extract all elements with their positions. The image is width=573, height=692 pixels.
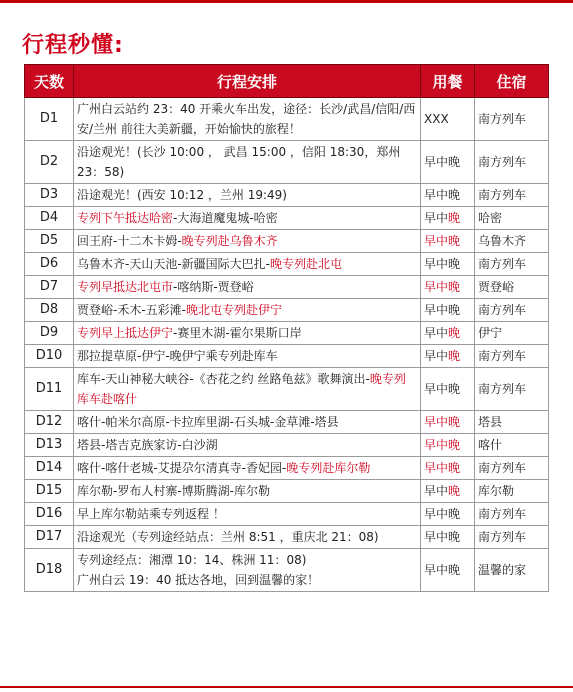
meals-cell [421, 98, 475, 141]
itinerary-cell [74, 322, 421, 345]
itinerary-cell [74, 299, 421, 322]
lodging-cell: 南方列车 [475, 345, 549, 368]
meals-text: 早中晚 [424, 382, 461, 396]
itinerary-text: 库车-天山神秘大峡谷-《杏花之约 丝路龟兹》歌舞演出- [77, 372, 370, 386]
meals-cell [421, 457, 475, 480]
itinerary-cell [74, 184, 421, 207]
itinerary-highlight-text: 晚专列赴乌鲁木齐 [181, 234, 278, 248]
header-lodging: 住宿 [475, 65, 549, 98]
meals-text: 晚 [448, 326, 461, 340]
day-cell: D14 [25, 457, 74, 480]
header-itinerary: 行程安排 [74, 65, 421, 98]
meals-text: 早中晚 [424, 280, 461, 294]
meals-text: 晚 [448, 211, 461, 225]
table-row [25, 549, 549, 592]
itinerary-text: -喀纳斯-贾登峪 [173, 280, 254, 294]
day-cell: D18 [25, 549, 74, 592]
meals-cell [421, 299, 475, 322]
itinerary-highlight-text: 专列早上抵达伊宁 [77, 326, 174, 340]
day-cell: D12 [25, 411, 74, 434]
itinerary-highlight-text: 晚专列赴北屯 [270, 257, 343, 271]
day-cell: D2 [25, 141, 74, 184]
itinerary-text: 喀什-帕米尔高原-卡拉库里湖-石头城-金草滩-塔县 [77, 415, 339, 429]
meals-cell [421, 368, 475, 411]
itinerary-text: 喀什-喀什老城-艾提尕尔清真寺-香妃园- [77, 461, 287, 475]
itinerary-text: 那拉提草原-伊宁-晚伊宁乘专列赴库车 [77, 349, 278, 363]
meals-cell [421, 207, 475, 230]
itinerary-text: 早上库尔勒站乘专列返程 ！ [77, 507, 225, 521]
meals-cell [421, 549, 475, 592]
itinerary-text: 贾登峪-禾木-五彩滩- [77, 303, 186, 317]
day-cell: D11 [25, 368, 74, 411]
itinerary-cell [74, 503, 421, 526]
itinerary-text: 乌鲁木齐-天山天池-新疆国际大巴扎- [77, 257, 270, 271]
table-row [25, 184, 549, 207]
meals-text: 早中晚 [424, 155, 461, 169]
table-row [25, 368, 549, 411]
table-row [25, 141, 549, 184]
meals-cell [421, 434, 475, 457]
day-cell: D7 [25, 276, 74, 299]
meals-text: 早中 [424, 211, 449, 225]
meals-cell [421, 141, 475, 184]
table-row [25, 299, 549, 322]
meals-cell [421, 526, 475, 549]
day-cell: D6 [25, 253, 74, 276]
meals-cell [421, 503, 475, 526]
table-row [25, 503, 549, 526]
bottom-red-rule [0, 686, 573, 688]
meals-cell [421, 276, 475, 299]
table-row [25, 345, 549, 368]
itinerary-highlight-text: 专列早抵达北屯市 [77, 280, 174, 294]
header-day: 天数 [25, 65, 74, 98]
table-row [25, 230, 549, 253]
meals-cell [421, 322, 475, 345]
itinerary-cell [74, 480, 421, 503]
lodging-cell: 南方列车 [475, 184, 549, 207]
meals-text: 早中晚 [424, 563, 461, 577]
day-cell: D3 [25, 184, 74, 207]
meals-cell [421, 184, 475, 207]
meals-text: 早中晚 [424, 303, 461, 317]
table-row [25, 207, 549, 230]
itinerary-text: 专列途经点：湘潭 10：14、株洲 11：08) [77, 553, 307, 567]
itinerary-highlight-text: 晚北屯专列赴伊宁 [186, 303, 283, 317]
meals-text: 早中晚 [424, 461, 461, 475]
itinerary-text: 沿途观光！(西安 10:12 ，兰州 19:49) [77, 188, 287, 202]
itinerary-cell [74, 368, 421, 411]
page-title: 行程秒懂: [22, 33, 124, 58]
day-cell: D1 [25, 98, 74, 141]
itinerary-text: 沿途观光（专列途经站点：兰州 8:51 ，重庆北 21：08) [77, 530, 379, 544]
meals-cell [421, 411, 475, 434]
lodging-cell: 喀什 [475, 434, 549, 457]
itinerary-cell [74, 434, 421, 457]
lodging-cell: 南方列车 [475, 457, 549, 480]
itinerary-text: 库尔勒-罗布人村寨-博斯腾湖-库尔勒 [77, 484, 270, 498]
meals-text: 早中晚 [424, 188, 461, 202]
meals-cell [421, 480, 475, 503]
header-meals: 用餐 [421, 65, 475, 98]
lodging-cell: 乌鲁木齐 [475, 230, 549, 253]
itinerary-cell [74, 141, 421, 184]
meals-text: 早中晚 [424, 415, 461, 429]
meals-cell [421, 230, 475, 253]
top-red-rule [0, 0, 573, 3]
itinerary-text: 沿途观光！(长沙 10:00 ， 武昌 15:00 ，信阳 18:30，郑州 23：58) [77, 145, 401, 179]
meals-cell [421, 253, 475, 276]
itinerary-text: -大海道魔鬼城-哈密 [173, 211, 278, 225]
itinerary-cell [74, 276, 421, 299]
day-cell: D16 [25, 503, 74, 526]
meals-text: 早中 [424, 349, 449, 363]
itinerary-cell [74, 207, 421, 230]
meals-text: XXX [424, 112, 449, 126]
day-cell: D17 [25, 526, 74, 549]
day-cell: D8 [25, 299, 74, 322]
itinerary-cell [74, 230, 421, 253]
itinerary-cell [74, 526, 421, 549]
day-cell: D10 [25, 345, 74, 368]
itinerary-cell [74, 345, 421, 368]
itinerary-cell [74, 549, 421, 592]
table-row [25, 276, 549, 299]
meals-text: 早中晚 [424, 530, 461, 544]
table-row [25, 480, 549, 503]
table-row [25, 98, 549, 141]
meals-text: 早中晚 [424, 234, 461, 248]
table-row [25, 253, 549, 276]
lodging-cell: 伊宁 [475, 322, 549, 345]
itinerary-text: 广州白云 19：40 抵达各地，回到温馨的家！ [77, 573, 320, 587]
day-cell: D5 [25, 230, 74, 253]
table-row [25, 526, 549, 549]
meals-text: 早中 [424, 326, 449, 340]
day-cell: D9 [25, 322, 74, 345]
meals-cell [421, 345, 475, 368]
itinerary-table [24, 64, 549, 592]
table-body [25, 98, 549, 592]
lodging-cell: 南方列车 [475, 299, 549, 322]
meals-text: 早中晚 [424, 257, 461, 271]
itinerary-text: 回王府-十二木卡姆- [77, 234, 182, 248]
meals-text: 晚 [448, 349, 461, 363]
itinerary-cell [74, 457, 421, 480]
meals-text: 早中晚 [424, 438, 461, 452]
itinerary-text: 广州白云站约 23：40 开乘火车出发，途径：长沙/武昌/信阳/西安/兰州 前往大美新疆，开始愉快的旅程！ [77, 102, 416, 136]
itinerary-highlight-text: 晚专列赴库尔勒 [286, 461, 371, 475]
table-row [25, 434, 549, 457]
itinerary-highlight-text: 晚专列库车赴喀什 [77, 372, 406, 406]
lodging-cell: 南方列车 [475, 253, 549, 276]
day-cell: D13 [25, 434, 74, 457]
itinerary-text: 塔县-塔吉克族家访-白沙湖 [77, 438, 218, 452]
table-row [25, 322, 549, 345]
lodging-cell: 南方列车 [475, 141, 549, 184]
day-cell: D15 [25, 480, 74, 503]
lodging-cell: 温馨的家 [475, 549, 549, 592]
itinerary-cell [74, 253, 421, 276]
lodging-cell: 南方列车 [475, 98, 549, 141]
itinerary-cell [74, 98, 421, 141]
table-header-row [25, 65, 549, 98]
meals-text: 早中 [424, 484, 449, 498]
itinerary-highlight-text: 专列下午抵达哈密 [77, 211, 174, 225]
lodging-cell: 哈密 [475, 207, 549, 230]
meals-text: 晚 [448, 484, 461, 498]
lodging-cell: 库尔勒 [475, 480, 549, 503]
itinerary-text: -赛里木湖-霍尔果斯口岸 [173, 326, 302, 340]
table-row [25, 457, 549, 480]
lodging-cell: 南方列车 [475, 503, 549, 526]
lodging-cell: 南方列车 [475, 368, 549, 411]
itinerary-cell [74, 411, 421, 434]
lodging-cell: 南方列车 [475, 526, 549, 549]
day-cell: D4 [25, 207, 74, 230]
lodging-cell: 贾登峪 [475, 276, 549, 299]
meals-text: 早中晚 [424, 507, 461, 521]
lodging-cell: 塔县 [475, 411, 549, 434]
table-row [25, 411, 549, 434]
